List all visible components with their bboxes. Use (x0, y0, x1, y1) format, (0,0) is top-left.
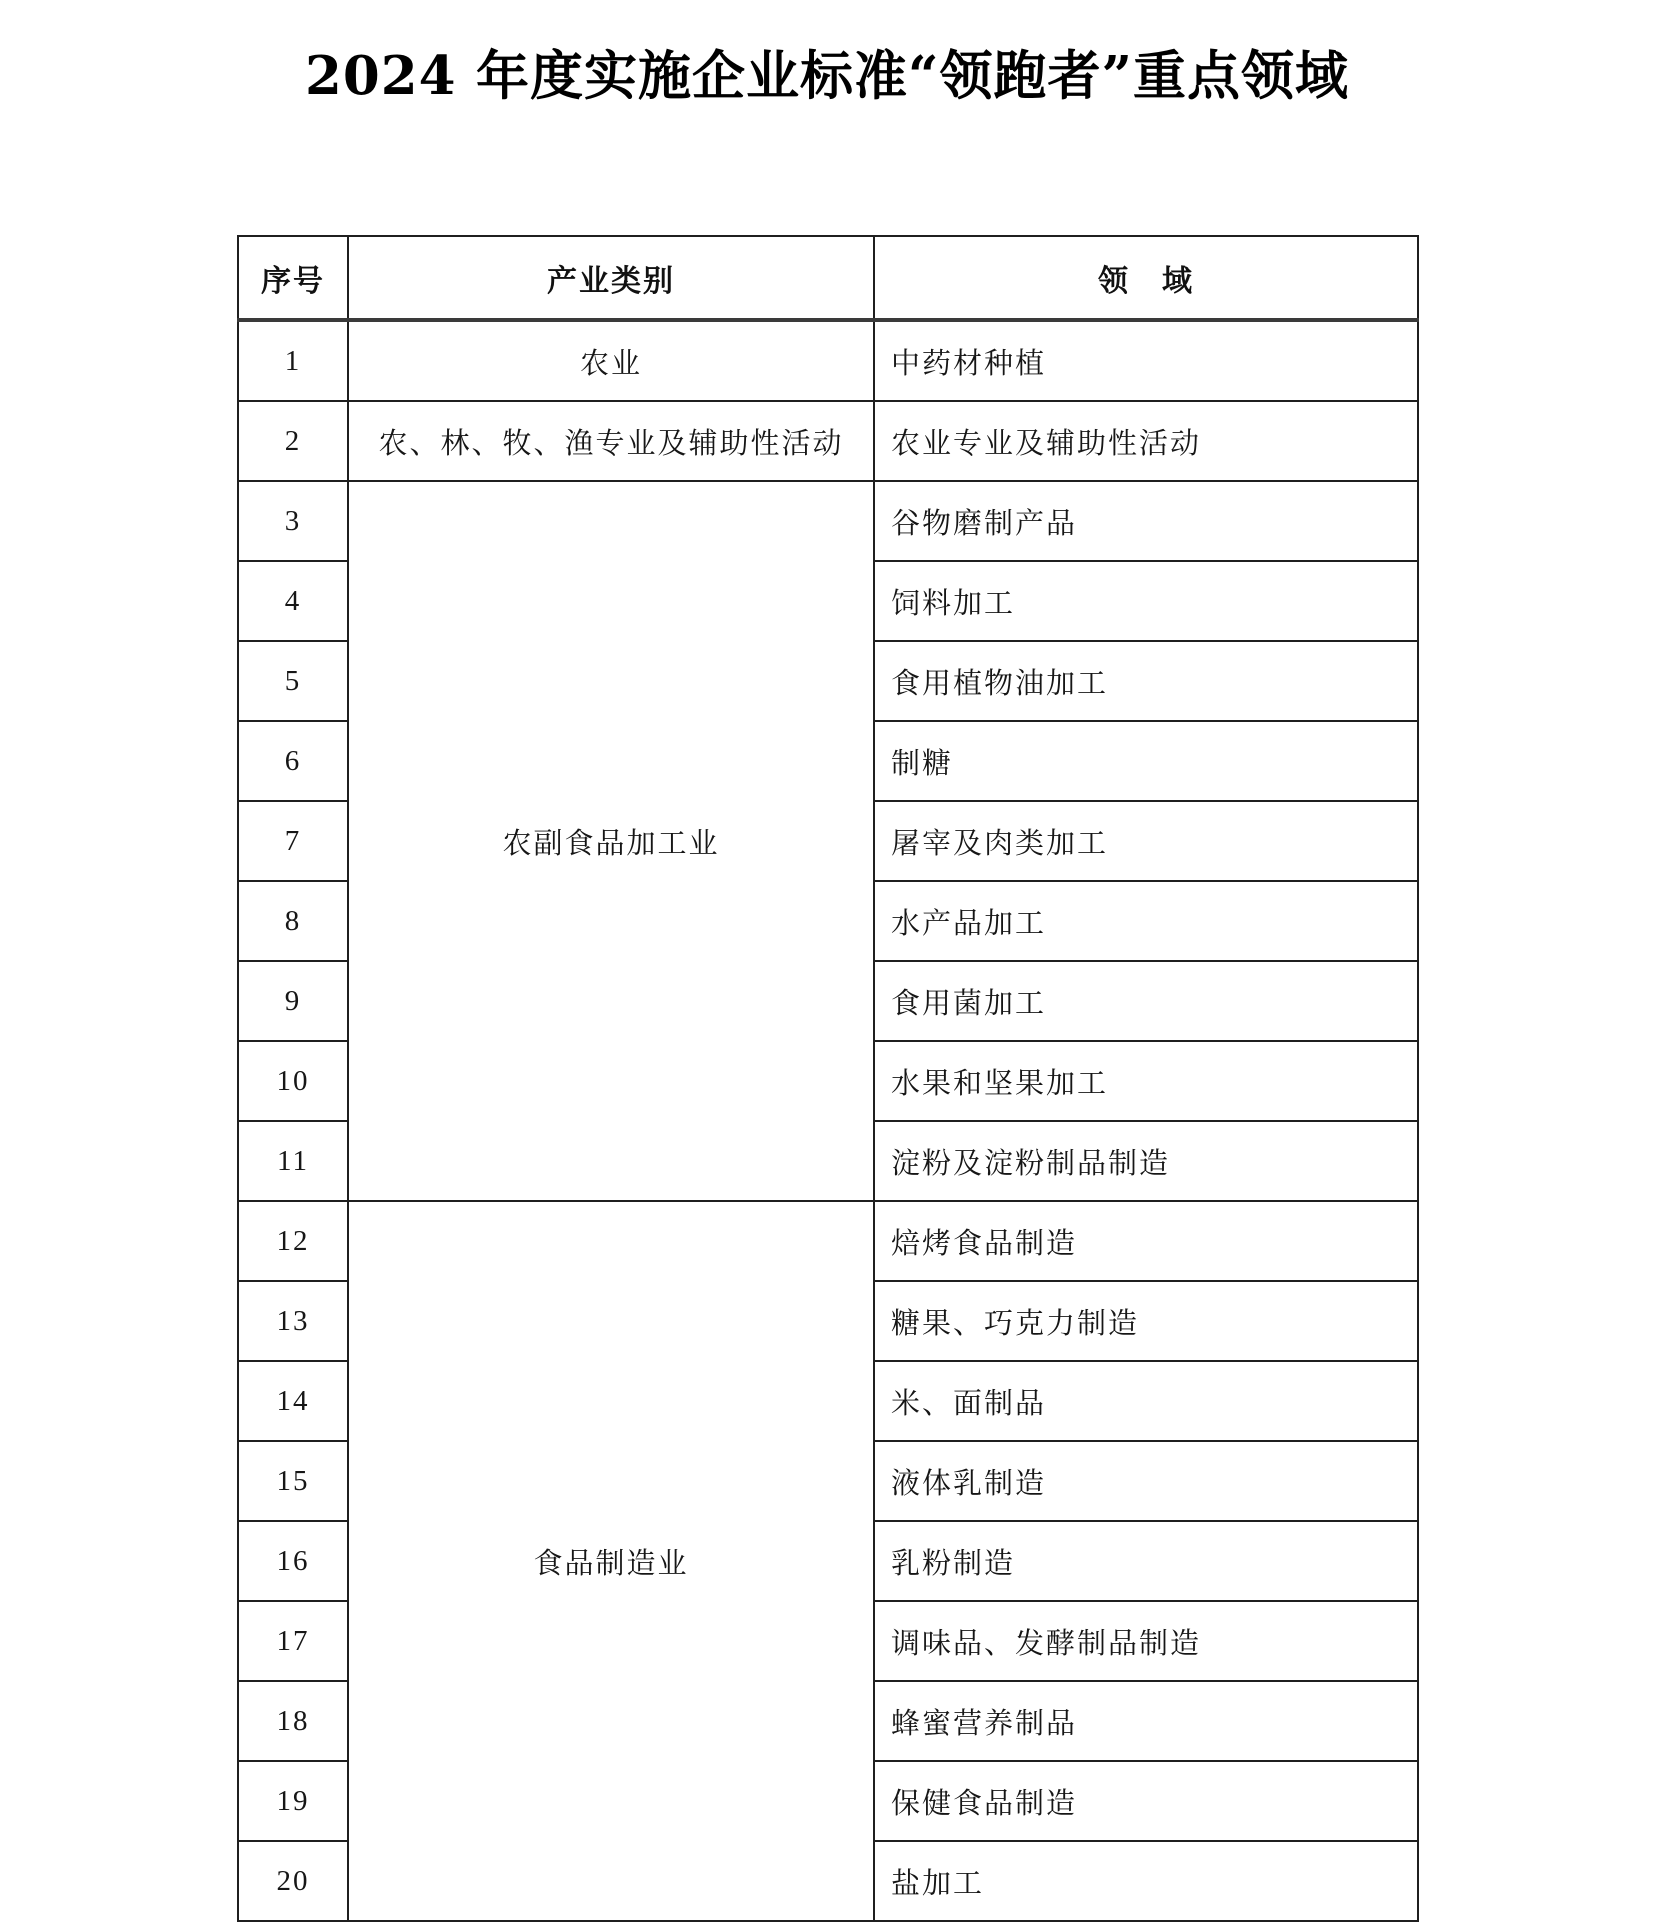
field-cell: 蜂蜜营养制品 (874, 1681, 1418, 1761)
row-number-cell: 7 (238, 801, 348, 881)
page-title: 2024 年度实施企业标准“领跑者”重点领域 (305, 45, 1349, 107)
industry-category-cell: 农副食品加工业 (348, 481, 874, 1201)
row-number-cell: 5 (238, 641, 348, 721)
row-number-cell: 13 (238, 1281, 348, 1361)
key-areas-table (237, 235, 1419, 1922)
field-cell: 调味品、发酵制品制造 (874, 1601, 1418, 1681)
field-cell: 农业专业及辅助性活动 (874, 401, 1418, 481)
row-number-cell: 12 (238, 1201, 348, 1281)
header-category: 产业类别 (348, 236, 874, 320)
row-number-cell: 10 (238, 1041, 348, 1121)
field-cell: 饲料加工 (874, 561, 1418, 641)
field-cell: 液体乳制造 (874, 1441, 1418, 1521)
row-number-cell: 4 (238, 561, 348, 641)
field-cell: 谷物磨制产品 (874, 481, 1418, 561)
table-header-row (238, 236, 1418, 320)
field-cell: 米、面制品 (874, 1361, 1418, 1441)
field-cell: 食用菌加工 (874, 961, 1418, 1041)
row-number-cell: 14 (238, 1361, 348, 1441)
field-cell: 乳粉制造 (874, 1521, 1418, 1601)
industry-category-cell: 农、林、牧、渔专业及辅助性活动 (348, 401, 874, 481)
field-cell: 淀粉及淀粉制品制造 (874, 1121, 1418, 1201)
field-cell: 中药材种植 (874, 320, 1418, 401)
row-number-cell: 15 (238, 1441, 348, 1521)
field-cell: 水果和坚果加工 (874, 1041, 1418, 1121)
field-cell: 屠宰及肉类加工 (874, 801, 1418, 881)
row-number-cell: 9 (238, 961, 348, 1041)
table-body (238, 320, 1418, 1921)
row-number-cell: 18 (238, 1681, 348, 1761)
field-cell: 水产品加工 (874, 881, 1418, 961)
table-row (238, 320, 1418, 401)
field-cell: 食用植物油加工 (874, 641, 1418, 721)
row-number-cell: 8 (238, 881, 348, 961)
row-number-cell: 17 (238, 1601, 348, 1681)
row-number-cell: 6 (238, 721, 348, 801)
table-row (238, 1201, 1418, 1281)
table-row (238, 481, 1418, 561)
field-cell: 盐加工 (874, 1841, 1418, 1921)
row-number-cell: 2 (238, 401, 348, 481)
row-number-cell: 3 (238, 481, 348, 561)
row-number-cell: 16 (238, 1521, 348, 1601)
table-row (238, 401, 1418, 481)
row-number-cell: 11 (238, 1121, 348, 1201)
field-cell: 焙烤食品制造 (874, 1201, 1418, 1281)
row-number-cell: 20 (238, 1841, 348, 1921)
header-field: 领 域 (874, 236, 1418, 320)
row-number-cell: 19 (238, 1761, 348, 1841)
industry-category-cell: 农业 (348, 320, 874, 401)
field-cell: 保健食品制造 (874, 1761, 1418, 1841)
row-number-cell: 1 (238, 320, 348, 401)
header-index: 序号 (238, 236, 348, 320)
field-cell: 制糖 (874, 721, 1418, 801)
field-cell: 糖果、巧克力制造 (874, 1281, 1418, 1361)
industry-category-cell: 食品制造业 (348, 1201, 874, 1921)
